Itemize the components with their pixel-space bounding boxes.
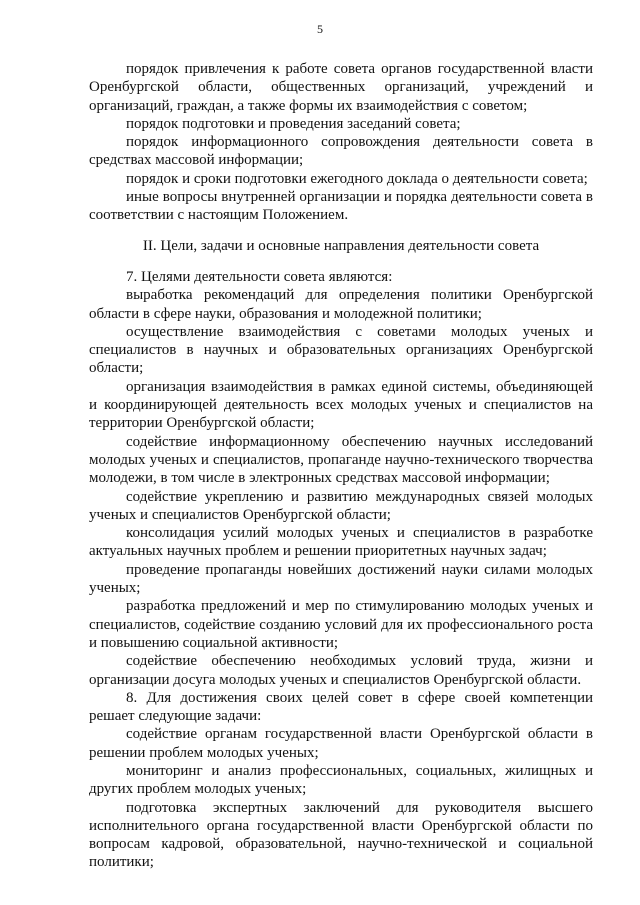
paragraph: содействие информационному обеспечению научных исследований молодых ученых и специалистов, пропаганде научно-технического творчества молодежи, в том числе в электронных средствах массовой информации; bbox=[89, 433, 593, 487]
paragraph: порядок привлечения к работе совета органов государственной власти Оренбургской области, общественных организаций, учреждений и организаций, граждан, а также формы их взаимодействия с советом; bbox=[89, 61, 593, 114]
paragraph: подготовка экспертных заключений для руководителя высшего исполнительного органа государственной власти Оренбургской области по вопросам кадровой, образовательной, научно-технической и социальной политики; bbox=[89, 799, 593, 871]
paragraph: 8. Для достижения своих целей совет в сфере своей компетенции решает следующие задачи: bbox=[89, 689, 593, 725]
paragraph: иные вопросы внутренней организации и порядка деятельности совета в соответствии с настоящим Положением. bbox=[89, 189, 593, 224]
page-number: 5 bbox=[317, 22, 323, 36]
paragraph: выработка рекомендаций для определения политики Оренбургской области в сфере науки, образования и молодежной политики; bbox=[89, 287, 593, 322]
paragraph: разработка предложений и мер по стимулированию молодых ученых и специалистов, содействие созданию условий для их профессионального роста и повышению социальной активности; bbox=[89, 598, 593, 651]
paragraph: порядок и сроки подготовки ежегодного доклада о деятельности совета; bbox=[126, 170, 588, 187]
document-body bbox=[89, 60, 593, 872]
paragraph: организация взаимодействия в рамках единой системы, объединяющей и координирующей деятельность всех молодых ученых и специалистов на территории Оренбургской области; bbox=[89, 378, 593, 432]
paragraph: 7. Целями деятельности совета являются: bbox=[126, 268, 393, 285]
paragraph: консолидация усилий молодых ученых и специалистов в разработке актуальных научных проблем и решении приоритетных научных задач; bbox=[89, 525, 593, 560]
paragraph: содействие обеспечению необходимых условий труда, жизни и организации досуга молодых ученых и специалистов Оренбургской области. bbox=[89, 653, 593, 688]
paragraph: порядок подготовки и проведения заседаний совета; bbox=[126, 115, 461, 132]
paragraph: проведение пропаганды новейших достижений науки силами молодых ученых; bbox=[89, 561, 593, 597]
section-heading: II. Цели, задачи и основные направления деятельности совета bbox=[142, 237, 540, 254]
paragraph: содействие укреплению и развитию международных связей молодых ученых и специалистов Оренбургской области; bbox=[89, 488, 593, 523]
paragraph: содействие органам государственной власти Оренбургской области в решении проблем молодых ученых; bbox=[89, 726, 593, 761]
paragraph: порядок информационного сопровождения деятельности совета в средствах массовой информации; bbox=[89, 134, 593, 169]
paragraph: осуществление взаимодействия с советами молодых ученых и специалистов в научных и образовательных организациях Оренбургской области; bbox=[89, 323, 593, 377]
paragraph: мониторинг и анализ профессиональных, социальных, жилищных и других проблем молодых ученых; bbox=[89, 762, 593, 798]
